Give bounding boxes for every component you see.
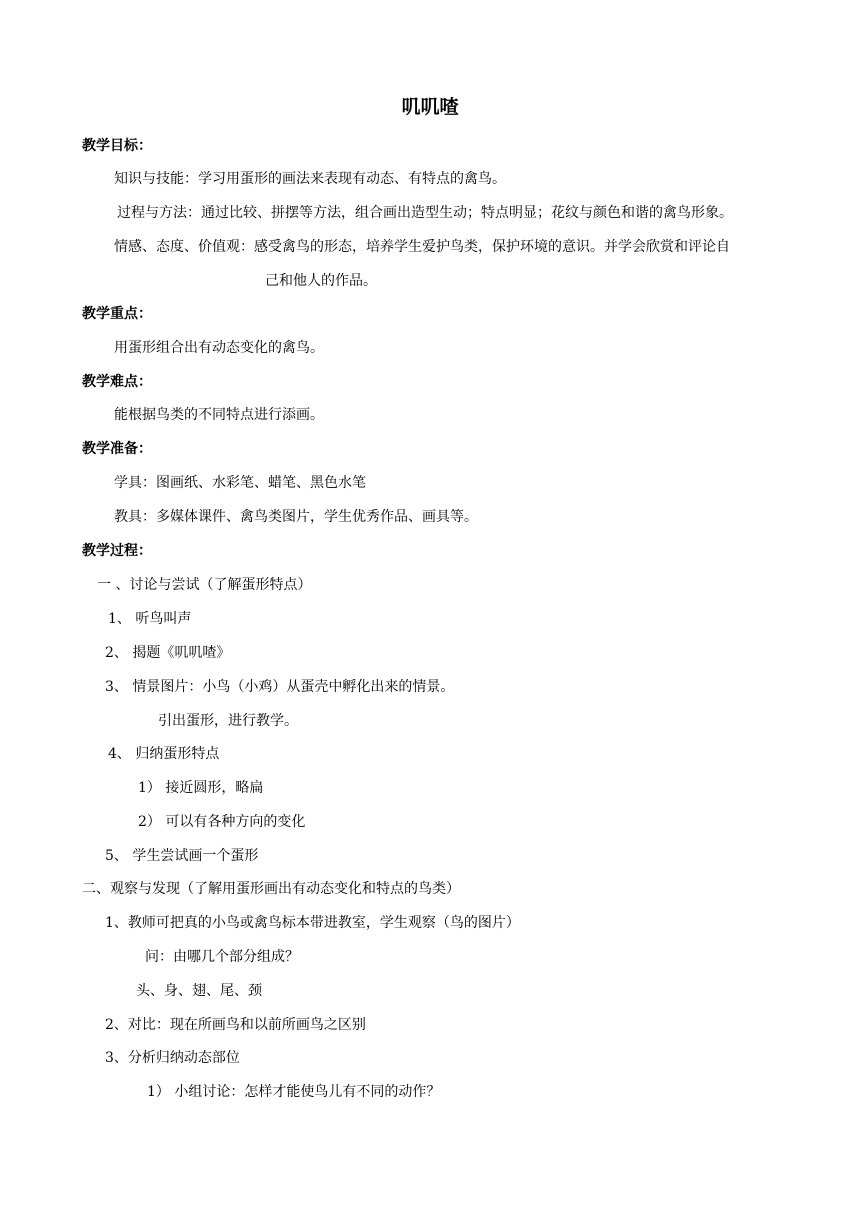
objective-knowledge: 知识与技能：学习用蛋形的画法来表现有动态、有特点的禽鸟。	[114, 171, 506, 187]
part2-title: 二、观察与发现（了解用蛋形画出有动态变化和特点的鸟类）	[82, 881, 460, 897]
objective-process: 过程与方法：通过比较、拼摆等方法，组合画出造型生动；特点明显；花纹与颜色和谐的禽鸟形象。	[117, 205, 733, 221]
part1-item4: 4、 归纳蛋形特点	[108, 746, 220, 762]
part1-title: 一 、讨论与尝试（了解蛋形特点）	[97, 577, 312, 593]
part1-item3: 3、 情景图片：小鸟（小鸡）从蛋壳中孵化出来的情景。	[105, 679, 455, 695]
part1-item1: 1、 听鸟叫声	[108, 611, 192, 627]
part1-item5: 5、 学生尝试画一个蛋形	[105, 848, 259, 864]
part2-item1: 1、教师可把真的小鸟或禽鸟标本带进教室，学生观察（鸟的图片）	[105, 915, 520, 931]
part2-item3-sub1: 1） 小组讨论：怎样才能使鸟儿有不同的动作？	[147, 1084, 441, 1100]
part2-item1-answer: 头、身、翅、尾、颈	[136, 983, 262, 999]
part1-item3-sub: 引出蛋形，进行教学。	[158, 713, 298, 729]
key-points-text: 用蛋形组合出有动态变化的禽鸟。	[114, 340, 324, 356]
part1-item4-sub1: 1） 接近圆形，略扁	[138, 780, 264, 796]
key-points-heading: 教学重点：	[82, 306, 152, 322]
part1-item4-sub2: 2） 可以有各种方向的变化	[138, 814, 306, 830]
part2-item3: 3、分析归纳动态部位	[105, 1050, 240, 1066]
part1-item2: 2、 揭题《叽叽喳》	[105, 645, 231, 661]
objective-emotion-line1: 情感、态度、价值观：感受禽鸟的形态，培养学生爱护鸟类，保护环境的意识。并学会欣赏和评论自	[114, 239, 730, 255]
page-title: 叽叽喳	[401, 96, 459, 118]
objectives-heading: 教学目标：	[82, 138, 152, 154]
part2-item2: 2、对比：现在所画鸟和以前所画鸟之区别	[105, 1017, 366, 1033]
part2-item1-question: 问：由哪几个部分组成？	[145, 949, 299, 965]
difficulties-text: 能根据鸟类的不同特点进行添画。	[114, 407, 324, 423]
preparation-teacher: 教具：多媒体课件、禽鸟类图片，学生优秀作品、画具等。	[114, 509, 478, 525]
preparation-student: 学具：图画纸、水彩笔、蜡笔、黑色水笔	[114, 475, 366, 491]
process-heading: 教学过程：	[82, 543, 152, 559]
difficulties-heading: 教学难点：	[82, 374, 152, 390]
preparation-heading: 教学准备：	[82, 441, 152, 457]
objective-emotion-line2: 己和他人的作品。	[265, 273, 377, 289]
